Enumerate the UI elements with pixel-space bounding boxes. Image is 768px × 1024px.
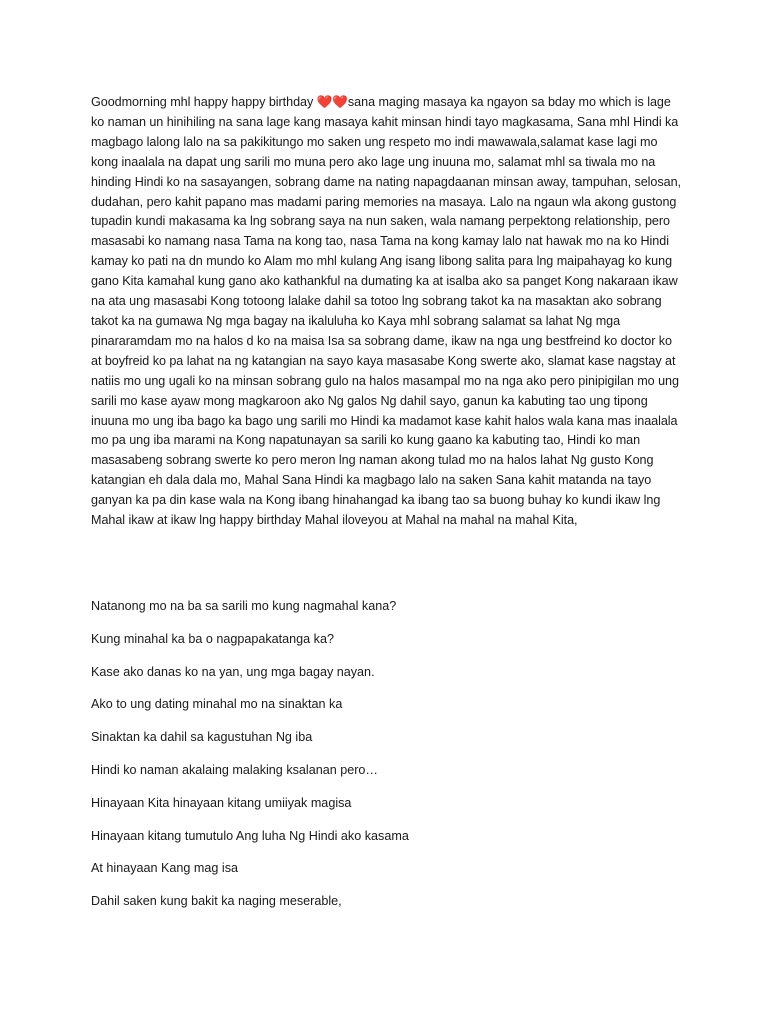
poem-line-6: Hindi ko naman akalaing malaking ksalanan pero… — [91, 762, 379, 777]
poem-line-3: Kase ako danas ko na yan, ung mga bagay nayan. — [91, 664, 375, 679]
letter-paragraph: Goodmorning mhl happy happy birthday ❤️❤️sana maging masaya ka ngayon sa bday mo which is lage ko naman un hinihiling na sana lage kang masaya kahit minsan hindi tayo magkasama, Sana mhl Hindi ka magbago lalong lalo na sa pakikitungo mo saken ung respeto mo indi mawawala,salamat kase lagi mo kong inaalala na dapat ung sarili mo muna pero ako lage ung inuuna mo, salamat mhl sa tiwala mo na hinding Hindi ko na sasayangen, sobrang dame na nating napagdaanan minsan away, tampuhan, selosan, dudahan, pero kahit papano mas madami paring memories na masaya. Lalo na ngaun wla akong gustong tupadin kundi makasama ka lng sobrang saya na nun saken, wala namang perpektong relationship, pero masasabi ko namang nasa Tama na kong tao, nasa Tama na kong kamay lalo nat hawak mo na ko Hindi kamay ko pati na dn mundo ko Alam mo mhl kulang Ang isang libong salita para lng maipahayag ko kung gano Kita kamahal kung gano ako kathankful na dumating ka at isalba ako sa panget Kong nakaraan ikaw na ata ung masasabi Kong totoong lalake dahil sa totoo lng sobrang takot ka na masaktan ako sobrang takot ka na gumawa Ng mga bagay na ikaluluha ko Kaya mhl sobrang salamat sa lahat Ng mga pinararamdam mo na halos d ko na maisa Isa sa sobrang dame, ikaw na nga ung bestfreind ko doctor ko at boyfreid ko pa lahat na ng katangian na sayo kaya masasabe Kong swerte ako, slamat kase nagstay at natiis mo ung ugali ko na minsan sobrang gulo na halos masampal mo na nga ako pero pinipigilan mo ung sarili mo kase ayaw mong magkaroon ako Ng galos Ng dahil sayo, ganun ka kabuting tao ung tipong inuuna mo ung iba bago ka bago ung sarili mo Hindi ka madamot kase kahit halos wala kana mas inaalala mo pa ung iba marami na Kong napatunayan sa sarili ko kung gaano ka kabuting tao, Hindi ko man masasabeng sobrang swerte ko pero meron lng naman akong tulad mo na halos lahat Ng gusto Kong katangian eh dala dala mo, Mahal Sana Hindi ka magbago lalo na saken Sana kahit matanda na tayo ganyan ka pa din kase wala na Kong ibang hinahangad ka ibang tao sa buong buhay ko kundi ikaw lng Mahal ikaw at ikaw lng happy birthday Mahal iloveyou at Mahal na mahal na mahal Kita, — [91, 95, 681, 528]
poem-line-9: At hinayaan Kang mag isa — [91, 861, 239, 876]
poem-line-1: Natanong mo na ba sa sarili mo kung nagmahal kana? — [91, 599, 397, 613]
poem-block — [91, 597, 685, 925]
poem-line-2: Kung minahal ka ba o nagpapakatanga ka? — [91, 631, 334, 646]
poem-line-4: Ako to ung dating minahal mo na sinaktan ka — [91, 697, 343, 712]
letter-block — [91, 93, 685, 531]
poem-line-8: Hinayaan kitang tumutulo Ang luha Ng Hindi ako kasama — [91, 828, 409, 843]
poem-line-10: Dahil saken kung bakit ka naging meserable, — [91, 894, 342, 909]
poem-line-7: Hinayaan Kita hinayaan kitang umiiyak magisa — [91, 795, 352, 810]
poem-line-5: Sinaktan ka dahil sa kagustuhan Ng iba — [91, 730, 313, 745]
